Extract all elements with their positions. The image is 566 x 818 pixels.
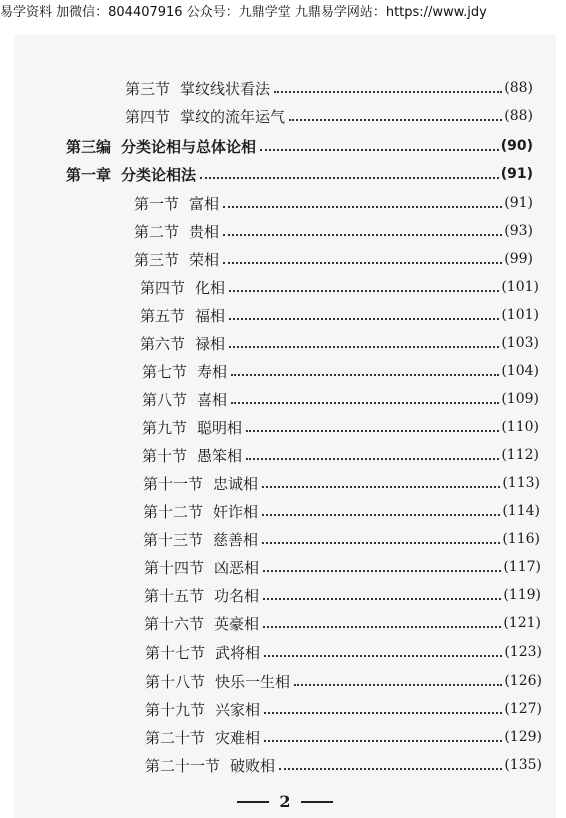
leader-dots	[229, 344, 499, 348]
toc-entry	[143, 526, 540, 552]
toc-entry	[145, 668, 542, 694]
toc-entry-title: 慈善相	[213, 530, 259, 549]
toc-entry-number: 第十节	[142, 446, 188, 465]
toc-entry	[145, 752, 542, 778]
leader-dots	[264, 653, 502, 657]
toc-entry	[143, 470, 540, 496]
toc-entry	[142, 414, 539, 440]
toc-entry-page: (113)	[502, 475, 540, 491]
toc-entry-number: 第二十一节	[145, 756, 221, 775]
toc-entry-title: 英豪相	[214, 614, 260, 633]
toc-entry-title: 快乐一生相	[215, 672, 291, 691]
toc-entry	[144, 582, 541, 608]
leader-dots	[231, 400, 499, 404]
toc-entry-number: 第三节	[134, 250, 180, 269]
toc-entry-page: (90)	[500, 138, 533, 154]
toc-entry	[140, 274, 539, 300]
toc-entry	[134, 190, 533, 216]
toc-entry-page: (129)	[504, 729, 542, 745]
toc-entry	[125, 103, 533, 129]
toc-entry-title: 奸诈相	[213, 502, 259, 521]
toc-entry-page: (121)	[503, 615, 541, 631]
toc-entry-page: (127)	[504, 701, 542, 717]
leader-dots	[264, 738, 502, 742]
toc-entry-page: (109)	[501, 391, 539, 407]
toc-entry	[134, 218, 533, 244]
toc-entry	[140, 302, 539, 328]
toc-entry-title: 喜相	[197, 390, 228, 409]
leader-dots	[223, 260, 502, 264]
toc-entry-number: 第四节	[140, 278, 186, 297]
leader-dots	[262, 540, 500, 544]
leader-dots	[200, 175, 499, 179]
toc-entry-page: (88)	[504, 80, 533, 96]
leader-dots	[246, 456, 499, 460]
footer-dash-left	[237, 801, 269, 803]
toc-entry-number: 第十一节	[143, 474, 204, 493]
toc-entry-title: 灾难相	[215, 728, 261, 747]
toc-entry-number: 第十六节	[144, 614, 205, 633]
toc-entry-title: 聪明相	[197, 418, 243, 437]
toc-entry-number: 第一节	[134, 194, 180, 213]
toc-entry	[142, 442, 539, 468]
toc-entry	[144, 610, 541, 636]
toc-entry-number: 第十九节	[145, 700, 206, 719]
toc-entry-number: 第十二节	[143, 502, 204, 521]
toc-entry-page: (91)	[504, 195, 533, 211]
toc-entry-number: 第三节	[125, 79, 171, 98]
toc-entry-number: 第十五节	[144, 586, 205, 605]
toc-entry	[145, 696, 542, 722]
toc-entry-title: 寿相	[197, 362, 228, 381]
toc-entry-title: 愚笨相	[197, 446, 243, 465]
toc-entry-page: (103)	[501, 335, 539, 351]
toc-entry-title: 掌纹的流年运气	[180, 107, 286, 126]
leader-dots	[229, 288, 499, 292]
banner-text: 易学资料 加微信：804407916 公众号：九鼎学堂 九鼎易学网站：https://www.jdy	[0, 5, 487, 20]
toc-entry-number: 第十四节	[144, 558, 205, 577]
toc-entry-title: 分类论相法	[121, 165, 197, 184]
toc-entry-number: 第三编	[66, 137, 112, 156]
toc-entry	[143, 498, 540, 524]
leader-dots	[263, 568, 501, 572]
leader-dots	[262, 512, 500, 516]
leader-dots	[262, 484, 500, 488]
toc-part-heading	[66, 133, 533, 159]
toc-entry-number: 第十八节	[145, 672, 206, 691]
leader-dots	[264, 710, 502, 714]
toc-entry-title: 富相	[189, 194, 220, 213]
toc-entry-page: (123)	[504, 644, 542, 660]
toc-entry-title: 掌纹线状看法	[180, 79, 271, 98]
toc-entry-title: 分类论相与总体论相	[121, 137, 257, 156]
toc-entry-number: 第四节	[125, 107, 171, 126]
toc-entry-page: (126)	[504, 673, 542, 689]
toc-entry-page: (93)	[504, 223, 533, 239]
toc-entry-title: 破败相	[230, 756, 276, 775]
toc-entry-title: 荣相	[189, 250, 220, 269]
toc-entry-number: 第九节	[142, 418, 188, 437]
toc-entry-title: 武将相	[215, 643, 261, 662]
leader-dots	[223, 204, 502, 208]
toc-entry	[125, 75, 533, 101]
toc-entry-number: 第五节	[140, 306, 186, 325]
toc-entry	[140, 330, 539, 356]
book-page	[14, 34, 556, 818]
toc-entry	[142, 358, 539, 384]
toc-entry	[142, 386, 539, 412]
toc-entry-number: 第十三节	[143, 530, 204, 549]
toc-entry	[145, 639, 542, 665]
leader-dots	[289, 117, 502, 121]
leader-dots	[294, 682, 502, 686]
toc-entry	[144, 554, 541, 580]
toc-entry-page: (110)	[501, 419, 539, 435]
toc-entry-page: (101)	[501, 279, 539, 295]
leader-dots	[246, 428, 499, 432]
toc-entry-title: 禄相	[195, 334, 226, 353]
page-footer	[14, 792, 556, 811]
toc-entry-title: 凶恶相	[214, 558, 260, 577]
toc-entry-title: 忠诚相	[213, 474, 259, 493]
toc-entry-number: 第八节	[142, 390, 188, 409]
leader-dots	[260, 147, 499, 151]
toc-entry	[134, 246, 533, 272]
toc-entry-page: (104)	[501, 363, 539, 379]
footer-dash-right	[301, 801, 333, 803]
toc-chapter-heading	[66, 161, 533, 187]
page-number: 2	[279, 792, 291, 811]
toc-entry-page: (91)	[500, 166, 533, 182]
leader-dots	[274, 89, 502, 93]
toc-entry-number: 第一章	[66, 165, 112, 184]
toc-entry-page: (135)	[504, 757, 542, 773]
toc-entry-number: 第七节	[142, 362, 188, 381]
toc-entry-page: (117)	[503, 559, 541, 575]
toc-entry-number: 第二十节	[145, 728, 206, 747]
leader-dots	[231, 372, 499, 376]
toc-entry-title: 贵相	[189, 222, 220, 241]
leader-dots	[263, 624, 501, 628]
leader-dots	[263, 596, 501, 600]
toc-entry-page: (99)	[504, 251, 533, 267]
toc-entry-title: 福相	[195, 306, 226, 325]
toc-entry-page: (119)	[503, 587, 541, 603]
toc-entry	[145, 724, 542, 750]
watermark-banner	[0, 0, 566, 26]
toc-entry-page: (116)	[502, 531, 540, 547]
toc-entry-number: 第二节	[134, 222, 180, 241]
toc-entry-number: 第六节	[140, 334, 186, 353]
toc-entry-page: (101)	[501, 307, 539, 323]
leader-dots	[223, 232, 502, 236]
toc-entry-title: 化相	[195, 278, 226, 297]
toc-entry-title: 兴家相	[215, 700, 261, 719]
toc-entry-page: (112)	[501, 447, 539, 463]
toc-entry-page: (88)	[504, 108, 533, 124]
toc-entry-title: 功名相	[214, 586, 260, 605]
toc-entry-page: (114)	[502, 503, 540, 519]
leader-dots	[279, 766, 502, 770]
leader-dots	[229, 316, 499, 320]
toc-entry-number: 第十七节	[145, 643, 206, 662]
